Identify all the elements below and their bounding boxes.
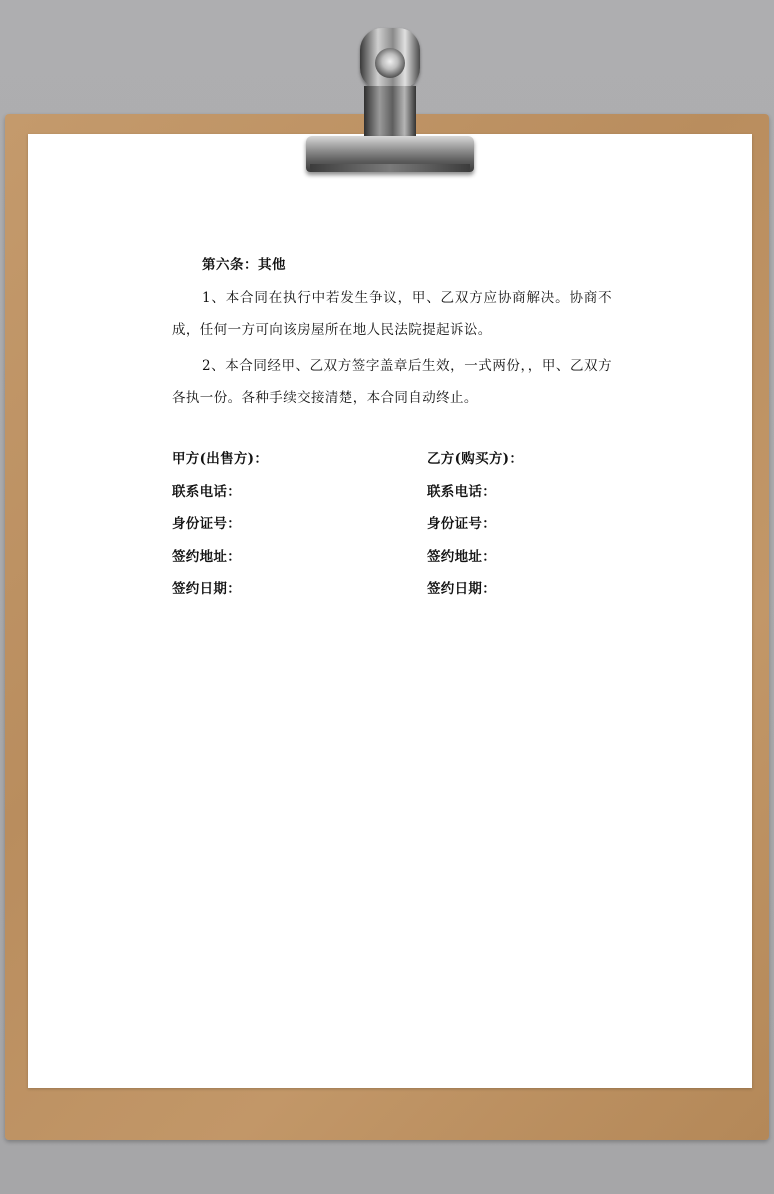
article-paragraph-2: 2、本合同经甲、乙双方签字盖章后生效，一式两份，，甲、乙双方各执一份。各种手续交接清楚，本合同自动终止。 <box>172 358 612 406</box>
buyer-address-label: 签约地址： <box>427 548 496 565</box>
seller-address-label: 签约地址： <box>172 548 241 565</box>
signature-row-id <box>172 511 592 544</box>
contract-article <box>172 252 612 414</box>
signature-row-phone <box>172 479 592 512</box>
buyer-id-label: 身份证号： <box>427 516 496 532</box>
signature-row-date <box>172 576 592 609</box>
binder-clip-edge-icon <box>310 164 470 172</box>
buyer-date-label: 签约日期： <box>427 581 496 597</box>
binder-clip-hole-icon <box>375 48 405 78</box>
buyer-party-label: 乙方(购买方)： <box>427 451 524 467</box>
article-title: 第六条：其他 <box>202 257 286 273</box>
seller-id-label: 身份证号： <box>172 516 241 532</box>
seller-phone-label: 联系电话： <box>172 483 241 500</box>
signature-row-party <box>172 446 592 479</box>
signature-row-address <box>172 544 592 577</box>
article-paragraph-1: 1、本合同在执行中若发生争议，甲、乙双方应协商解决。协商不成，任何一方可向该房屋所在地人民法院提起诉讼。 <box>172 290 612 338</box>
seller-date-label: 签约日期： <box>172 581 241 597</box>
buyer-phone-label: 联系电话： <box>427 483 496 500</box>
seller-party-label: 甲方(出售方)： <box>172 451 269 467</box>
signature-block <box>172 446 592 609</box>
binder-clip-neck-icon <box>364 86 416 138</box>
